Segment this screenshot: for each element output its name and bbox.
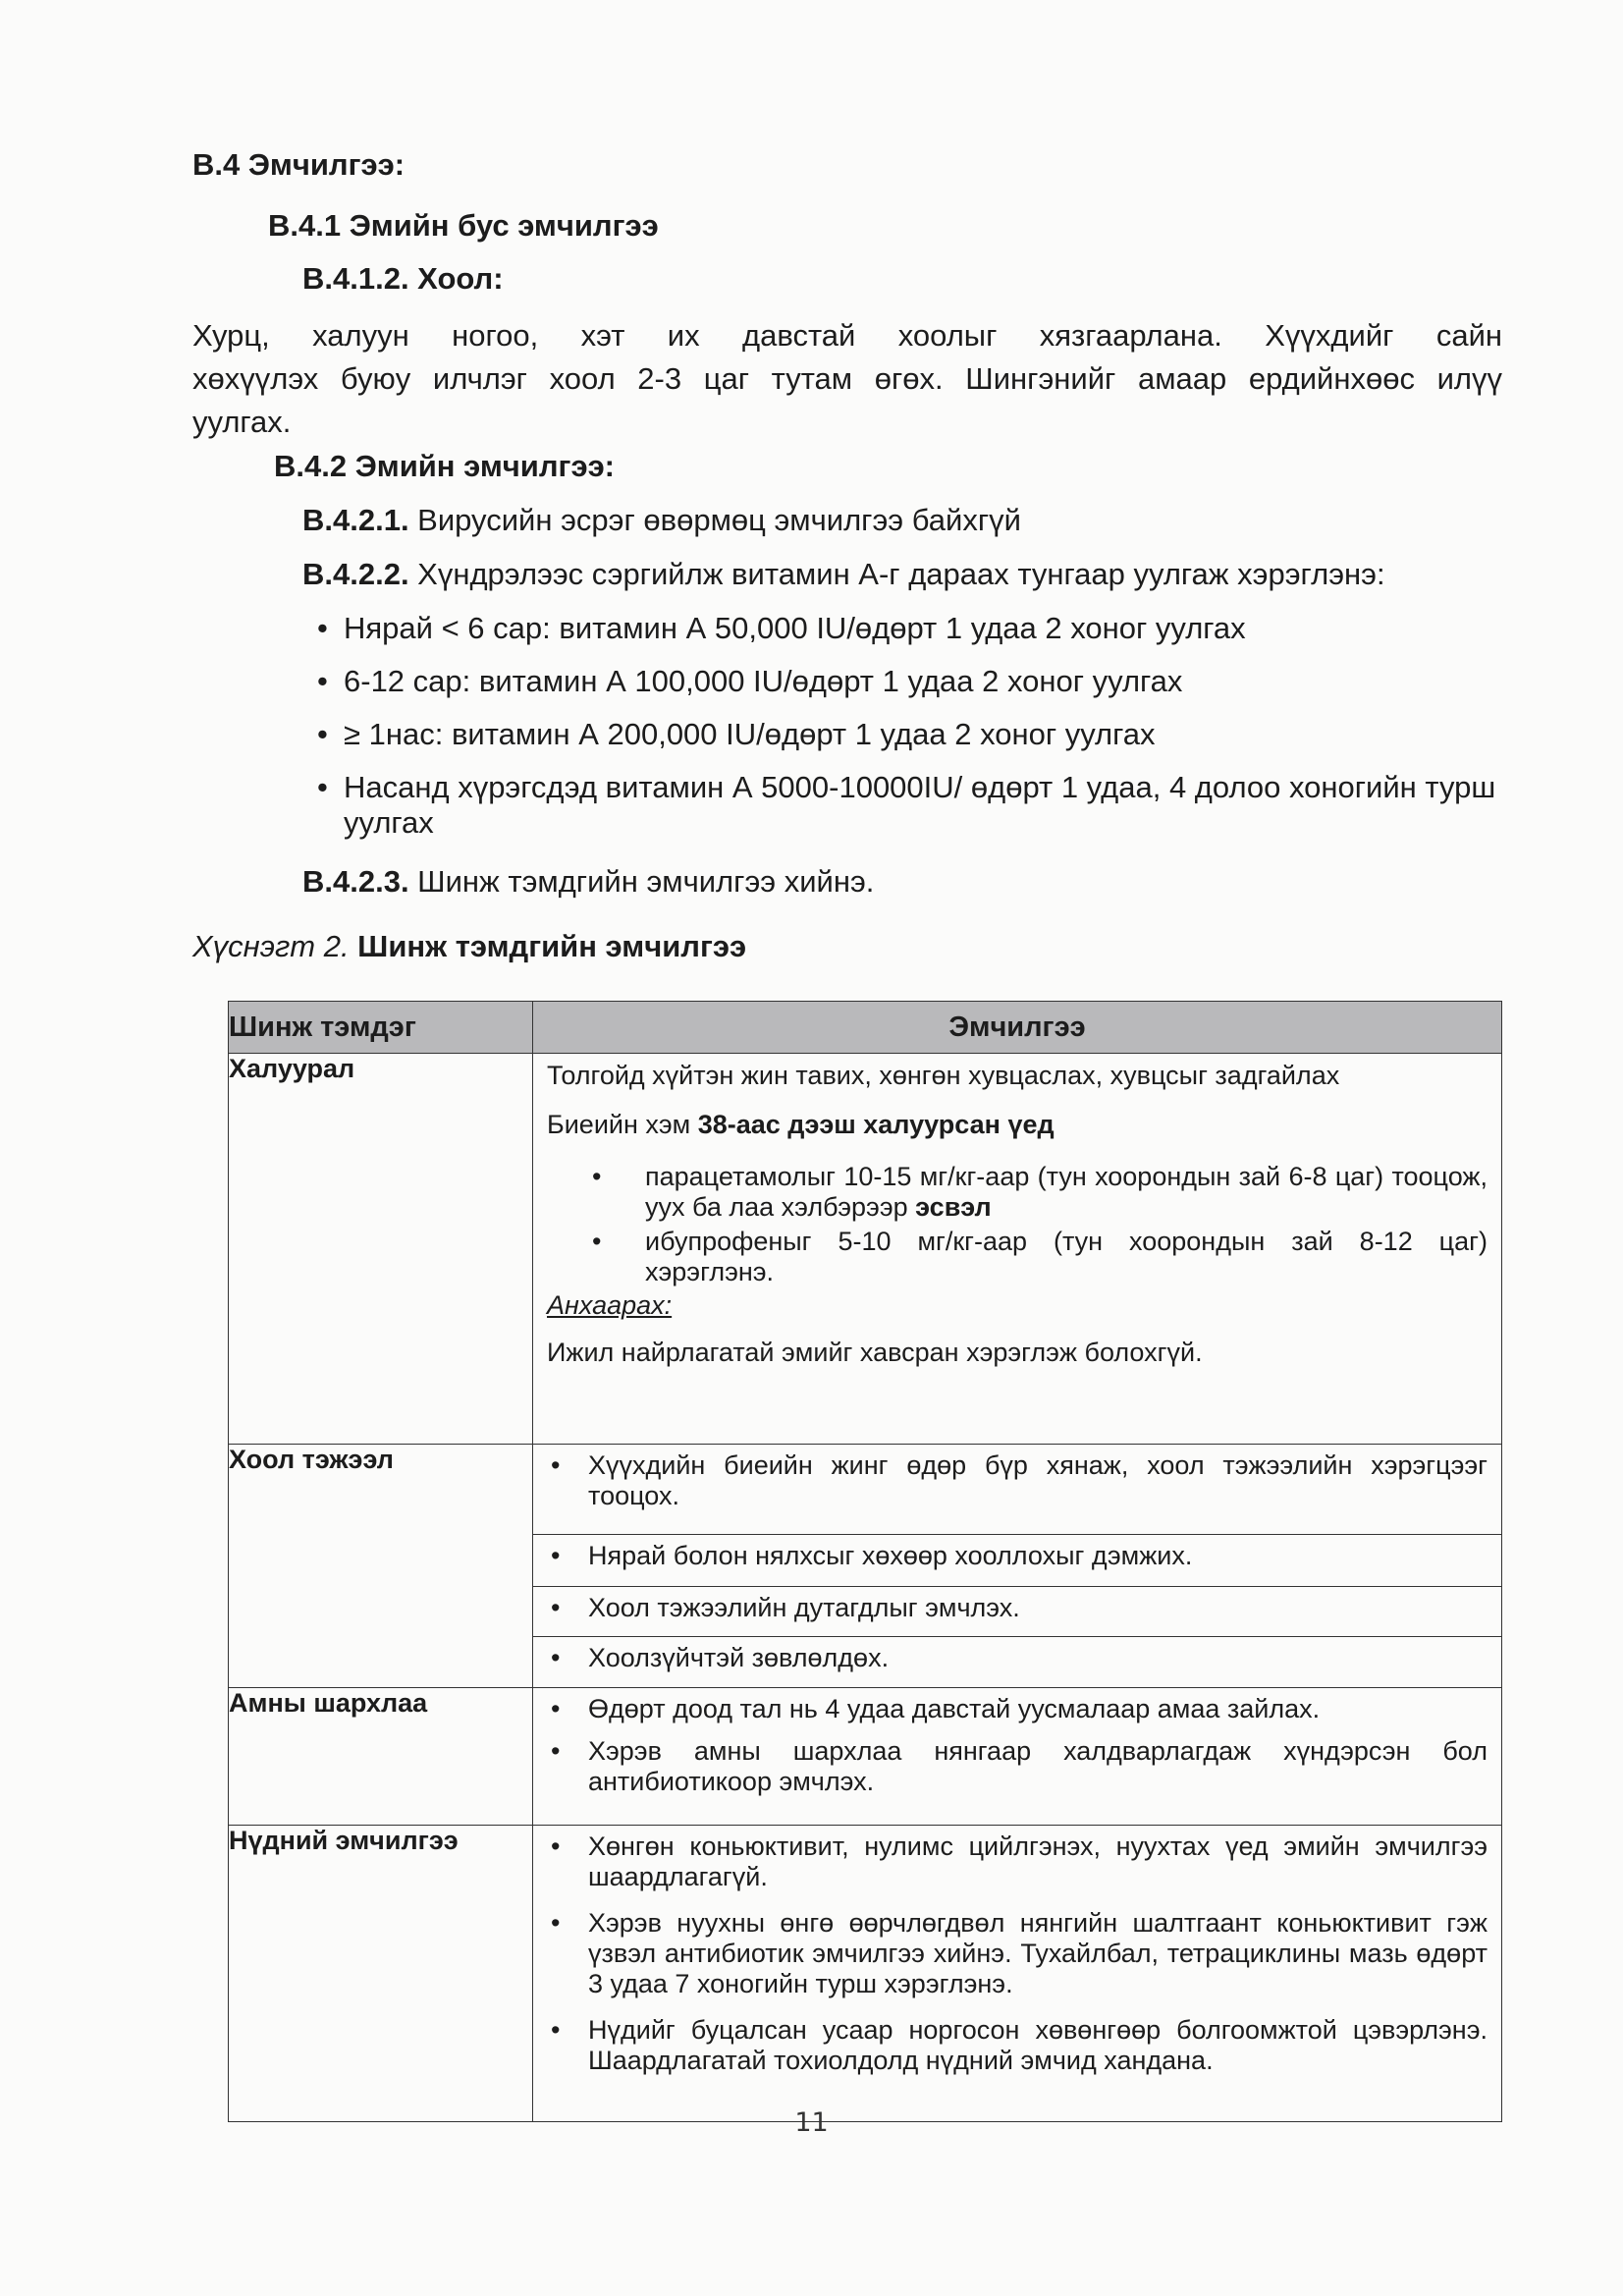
treatment-eye [533,1826,1502,2122]
section-heading-b4: В.4 Эмчилгээ: [192,147,406,182]
item-b423 [302,864,874,900]
table-caption-prefix: Хүснэгт 2. [192,929,358,963]
column-header-symptom: Шинж тэмдэг [229,1002,533,1054]
list-item: • Хэрэв амны шархлаа нянгаар халдварлагдаж хүндэрсэн бол антибиотикоор эмчлэх. [551,1736,1488,1796]
item-b422 [302,557,1385,592]
vitamin-bullet-list [317,611,1502,841]
food-paragraph-line: хөхүүлэх буюу илчлэг хоол 2-3 цаг тутам өгөх. Шингэнийг амаар ердийнхөөс илүү [192,361,1502,396]
bullet-icon: • [592,1162,602,1191]
treatment-nutrition-4 [533,1637,1502,1688]
list-item: • Хэрэв нуухны өнгө өөрчлөгдвөл нянгийн шалтгаант коньюктивит гэж үзвэл антибиотик эмчилгээ хийнэ. Тухайлбал, тетрациклины мазь өдөрт 3 удаа 7 хоногийн турш хэрэглэнэ. [551,1908,1488,1998]
item-b422-number: В.4.2.2. [302,557,409,591]
food-paragraph-line: уулгах. [192,405,292,439]
table-row-nutrition [229,1445,1502,1535]
fever-line2: Биеийн хэм 38-аас дээш халуурсан үед [547,1110,1055,1139]
bullet-icon: • [551,2015,561,2045]
bullet-icon: • [592,1227,602,1256]
symptom-nutrition: Хоол тэжээл [229,1445,533,1688]
list-item: • Нүдийг буцалсан усаар норгосон хөвөнгөөр болгоомжтой цэвэрлэнэ. Шаардлагатай тохиолдолд нүдний эмчид хандана. [551,2015,1488,2075]
bullet-icon: • [551,1541,561,1570]
table-row-fever [229,1054,1502,1445]
list-item: • Хүүхдийн биеийн жинг өдөр бүр хянаж, хоол тэжээлийн хэрэгцээг тооцох. [551,1450,1488,1510]
bullet-icon: • [317,717,328,751]
bullet-icon: • [551,1831,561,1861]
column-header-treatment: Эмчилгээ [533,1002,1502,1054]
treatment-nutrition-1 [533,1445,1502,1535]
section-heading-b42: В.4.2 Эмийн эмчилгээ: [274,449,616,483]
bullet-icon: • [551,1643,561,1672]
bullet-icon: • [551,1736,561,1766]
symptom-fever: Халуурал [229,1054,533,1445]
bullet-icon: • [551,1908,561,1938]
list-item: • Хоолзүйчтэй зөвлөлдөх. [551,1643,890,1672]
treatment-mouth [533,1688,1502,1826]
table-row-mouth [229,1688,1502,1826]
list-item: • 6-12 сар: витамин А 100,000 IU/өдөрт 1 удаа 2 хоног уулгах [317,664,1502,717]
item-b421 [302,503,1021,538]
treatment-nutrition-3 [533,1587,1502,1637]
list-item: • Насанд хүрэгсдэд витамин А 5000-10000IU/ өдөрт 1 удаа, 4 долоо хоногийн турш уулгах [317,770,1496,840]
list-item: • парацетамолыг 10-15 мг/кг-аар (тун хоорондын зай 6-8 цаг) тооцож, уух ба лаа хэлбэрээр эсвэл [592,1162,1488,1222]
page-number: 11 [794,2107,829,2138]
table-header-row [229,1002,1502,1054]
bullet-icon: • [317,770,328,804]
bullet-icon: • [551,1450,561,1480]
treatment-nutrition-2 [533,1535,1502,1587]
fever-line1: Толгойд хүйтэн жин тавих, хөнгөн хувцаслах, хувцсыг задгайлах [547,1061,1340,1090]
item-b423-number: В.4.2.3. [302,864,409,899]
fever-note-text: Ижил найрлагатай эмийг хавсран хэрэглэж болохгүй. [547,1338,1203,1367]
bullet-icon: • [551,1593,561,1622]
item-b423-text: Шинж тэмдгийн эмчилгээ хийнэ. [408,864,875,899]
list-item: • ≥ 1нас: витамин А 200,000 IU/өдөрт 1 удаа 2 хоног уулгах [317,717,1502,770]
section-heading-b412: В.4.1.2. Хоол: [302,261,504,296]
bullet-icon: • [317,611,328,645]
section-heading-b41: В.4.1 Эмийн бус эмчилгээ [268,208,659,243]
list-item: • Нярай < 6 сар: витамин А 50,000 IU/өдөрт 1 удаа 2 хоног уулгах [317,611,1502,664]
table-caption-title: Шинж тэмдгийн эмчилгээ [357,929,747,963]
food-paragraph-line: Хурц, халуун ногоо, хэт их давстай хоолыг хязгаарлана. Хүүхдийг сайн [192,318,1502,353]
bullet-icon: • [317,664,328,698]
item-b421-text: Вирусийн эсрэг өвөрмөц эмчилгээ байхгүй [408,503,1021,537]
food-paragraph [192,314,1502,444]
list-item: • Өдөрт доод тал нь 4 удаа давстай уусмалаар амаа зайлах. [551,1694,1321,1723]
list-item: • Хөнгөн коньюктивит, нулимс цийлгэнэх, нуухтах үед эмийн эмчилгээ шаардлагагүй. [551,1831,1488,1891]
item-b421-number: В.4.2.1. [302,503,409,537]
table-row-eye [229,1826,1502,2122]
list-item: • ибупрофеныг 5-10 мг/кг-аар (тун хоорондын зай 8-12 цаг) хэрэглэнэ. [592,1227,1488,1286]
symptom-eye: Нүдний эмчилгээ [229,1826,533,2122]
item-b422-text: Хүндрэлээс сэргийлж витамин А-г дараах тунгаар уулгаж хэрэглэнэ: [408,557,1385,591]
symptom-mouth: Амны шархлаа [229,1688,533,1826]
fever-note-label: Анхаарах: [547,1290,673,1320]
symptom-treatment-table [228,1001,1502,2122]
bullet-icon: • [551,1694,561,1723]
list-item: • Хоол тэжээлийн дутагдлыг эмчлэх. [551,1593,1020,1622]
list-item: • Нярай болон нялхсыг хөхөөр хооллохыг дэмжих. [551,1541,1193,1570]
treatment-fever [533,1054,1502,1445]
table-caption [192,929,746,964]
